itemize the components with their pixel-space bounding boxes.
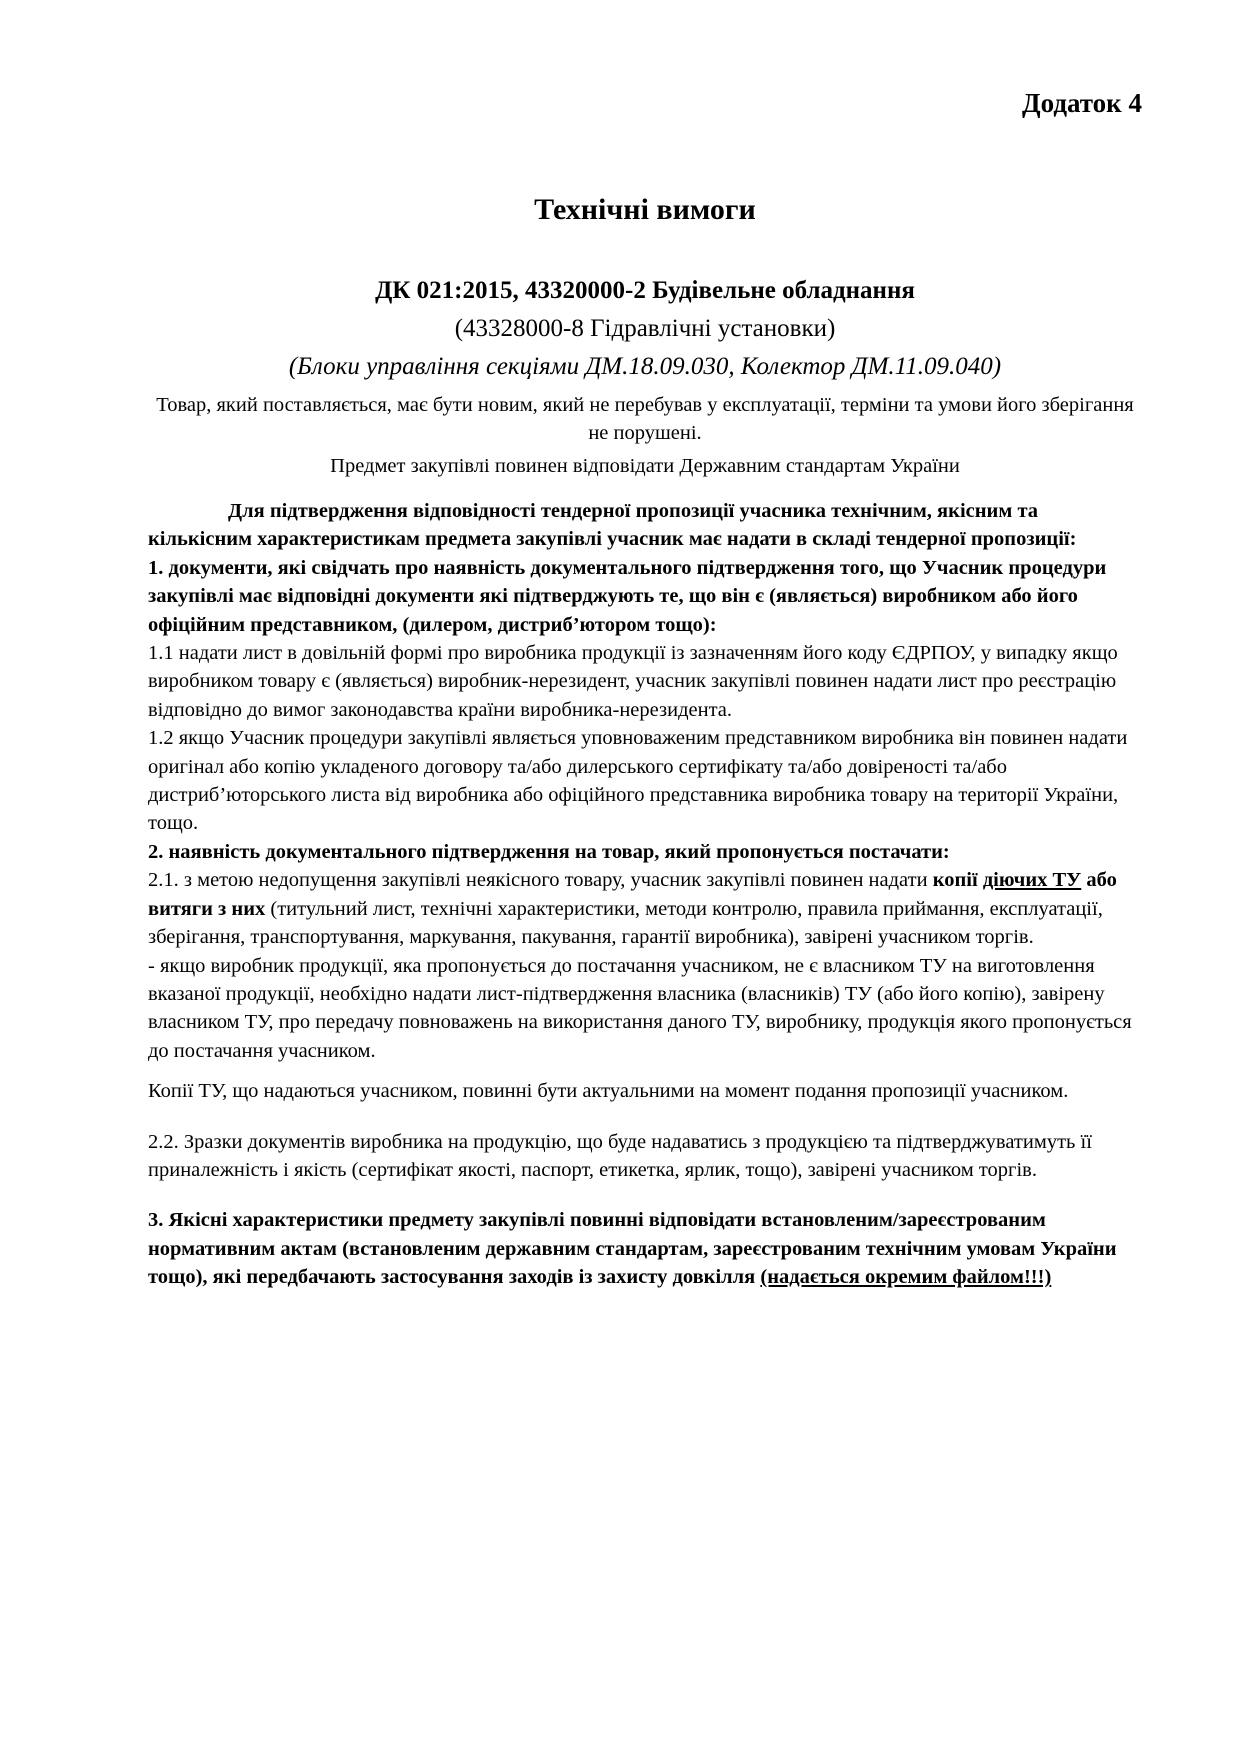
document-page — [148, 0, 1142, 1755]
section-1-1: 1.1 надати лист в довільній формі про виробника продукції із зазначенням його коду ЄДРПОУ, у випадку якщо виробником товару є (являється) виробник-нерезидент, учасник закупівлі повинен надати лист про реєстрацію відповідно до вимог законодавства країни виробника-нерезидента. — [148, 642, 1118, 721]
appendix-label: Додаток 4 — [1022, 88, 1142, 118]
section-2-heading: 2. наявність документального підтвердження на товар, який пропонується постачати: — [148, 840, 950, 863]
section-2-1-extracts: або витяги з них — [148, 869, 1117, 920]
section-3 — [148, 1206, 1142, 1291]
section-2-1-valid-tu: діючих ТУ — [982, 869, 1082, 892]
standard-text: Предмет закупівлі повинен відповідати Державним стандартам України — [330, 455, 960, 477]
section-3-text: 3. Якісні характеристики предмету закупівлі повинні відповідати встановленим/зареєстрованим нормативним актам (встановленим державним стандартам, зареєстрованим технічним умовам України тощо), які передбачають застосування заходів із захисту довкілля — [148, 1209, 1117, 1289]
document-body — [148, 497, 1142, 1292]
section-2-1 — [148, 866, 1142, 951]
document-title: Технічні вимоги — [534, 193, 756, 226]
section-2-1-details: (титульний лист, технічні характеристики, методи контролю, правила приймання, експлуатації, зберігання, транспортування, маркування, пакування, гарантії виробника), завірені учасником торгів. — [148, 897, 1103, 949]
notice-text: Товар, який поставляється, має бути новим, який не перебував у експлуатації, терміни та умови його зберігання не порушені. — [156, 394, 1134, 444]
section-2-copies: Копії ТУ, що надаються учасником, повинні бути актуальними на момент подання пропозиції учасником. — [148, 1080, 1069, 1103]
section-2-1-copies: копії — [932, 869, 983, 892]
intro-paragraph: Для підтвердження відповідності тендерної пропозиції учасника технічним, якісним та кількісним характеристикам предмета закупівлі учасник має надати в складі тендерної пропозиції: — [148, 500, 1077, 551]
section-2-2: 2.2. Зразки документів виробника на продукцію, що буде надаватись з продукцією та підтверджуватимуть її приналежність і якість (сертифікат якості, паспорт, етикетка, ярлик, тощо), завірені учасником торгів. — [148, 1130, 1092, 1181]
dk-code-heading: ДК 021:2015, 43320000-2 Будівельне обладнання — [375, 277, 915, 304]
section-1-heading: 1. документи, які свідчать про наявність документального підтвердження того, що Учасник процедури закупівлі має відповідні документи які підтверджують те, що він є (являється) виробником або його офіційним представником, (дилером, дистриб’ютором тощо): — [148, 556, 1107, 636]
sub-code-heading: (43328000-8 Гідравлічні установки) — [454, 315, 836, 342]
section-1-2: 1.2 якщо Учасник процедури закупівлі являється уповноваженим представником виробника він повинен надати оригінал або копію укладеного договору та/або дилерського сертифікату та/або довіреності та/або дистриб’юторського листа від виробника або офіційного представника виробника товару на території України, тощо. — [148, 727, 1128, 835]
section-2-1-text: 2.1. з метою недопущення закупівлі неякісного товару, учасник закупівлі повинен надати — [148, 869, 933, 892]
items-heading: (Блоки управління секціями ДМ.18.09.030, Колектор ДМ.11.09.040) — [288, 353, 1002, 380]
section-2-note: - якщо виробник продукції, яка пропонується до постачання учасником, не є власником ТУ на виготовлення вказаної продукції, необхідно надати лист-підтвердження власника (власників) ТУ (або його копію), завірену власником ТУ, про передачу повноважень на використання даного ТУ, виробнику, продукція якого пропонується до постачання учасником. — [148, 954, 1132, 1062]
section-3-separate-file: (надається окремим файлом!!!) — [760, 1266, 1052, 1289]
